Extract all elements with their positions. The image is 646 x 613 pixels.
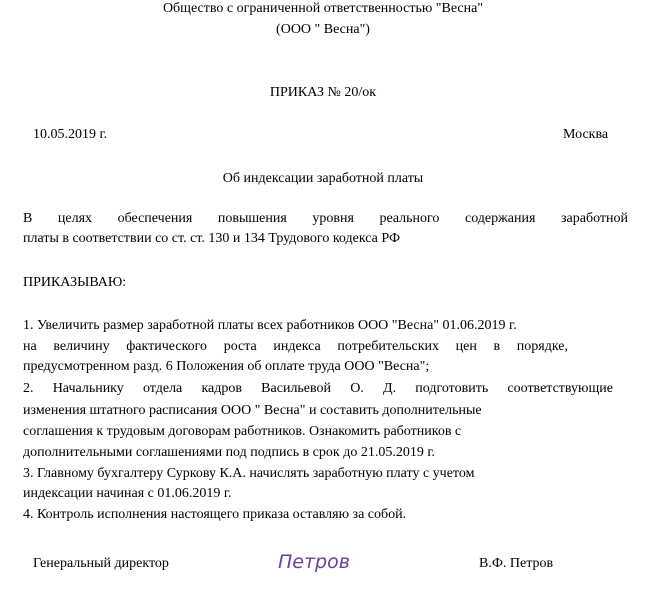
company-full-name: Общество с ограниченной ответственностью "Весна" [162,1,484,16]
signatory-position: Генеральный директор [33,556,169,571]
order-title: ПРИКАЗ № 20/ок [269,85,377,100]
signatory-name: В.Ф. Петров [479,556,554,571]
company-short-name: (ООО " Весна") [276,22,370,37]
order-date: 10.05.2019 г. [33,127,108,142]
item-1-line-1: 1. Увеличить размер заработной платы всех работников ООО "Весна" 01.06.2019 г. [23,318,517,333]
order-city: Москва [563,127,609,142]
handwritten-signature: Петров [278,551,350,573]
item-2-line-4: дополнительными соглашениями под подпись в срок до 21.05.2019 г. [23,445,435,460]
item-1-line-2: на величину фактического роста индекса потребительских цен в порядке, [23,339,568,354]
item-2-line-2: изменения штатного расписания ООО " Весна" и составить дополнительные [23,403,482,418]
item-3-line-2: индексации начиная с 01.06.2019 г. [23,486,232,501]
item-2-line-1: 2. Начальнику отдела кадров Васильевой О. Д. подготовить соответствующие [23,381,613,396]
decree-word: ПРИКАЗЫВАЮ: [23,275,127,290]
item-2-line-3: соглашения к трудовым договорам работников. Ознакомить работников с [23,424,462,439]
order-subject: Об индексации заработной платы [222,171,424,186]
preamble-line-1: В целях обеспечения повышения уровня реального содержания заработной [23,211,628,226]
item-1-line-3: предусмотренном разд. 6 Положения об оплате труда ООО "Весна"; [23,359,430,374]
item-4-line-1: 4. Контроль исполнения настоящего приказа оставляю за собой. [23,507,407,522]
item-3-line-1: 3. Главному бухгалтеру Суркову К.А. начислять заработную плату с учетом [23,466,475,481]
preamble-line-2: платы в соответствии со ст. ст. 130 и 134 Трудового кодекса РФ [23,231,401,246]
